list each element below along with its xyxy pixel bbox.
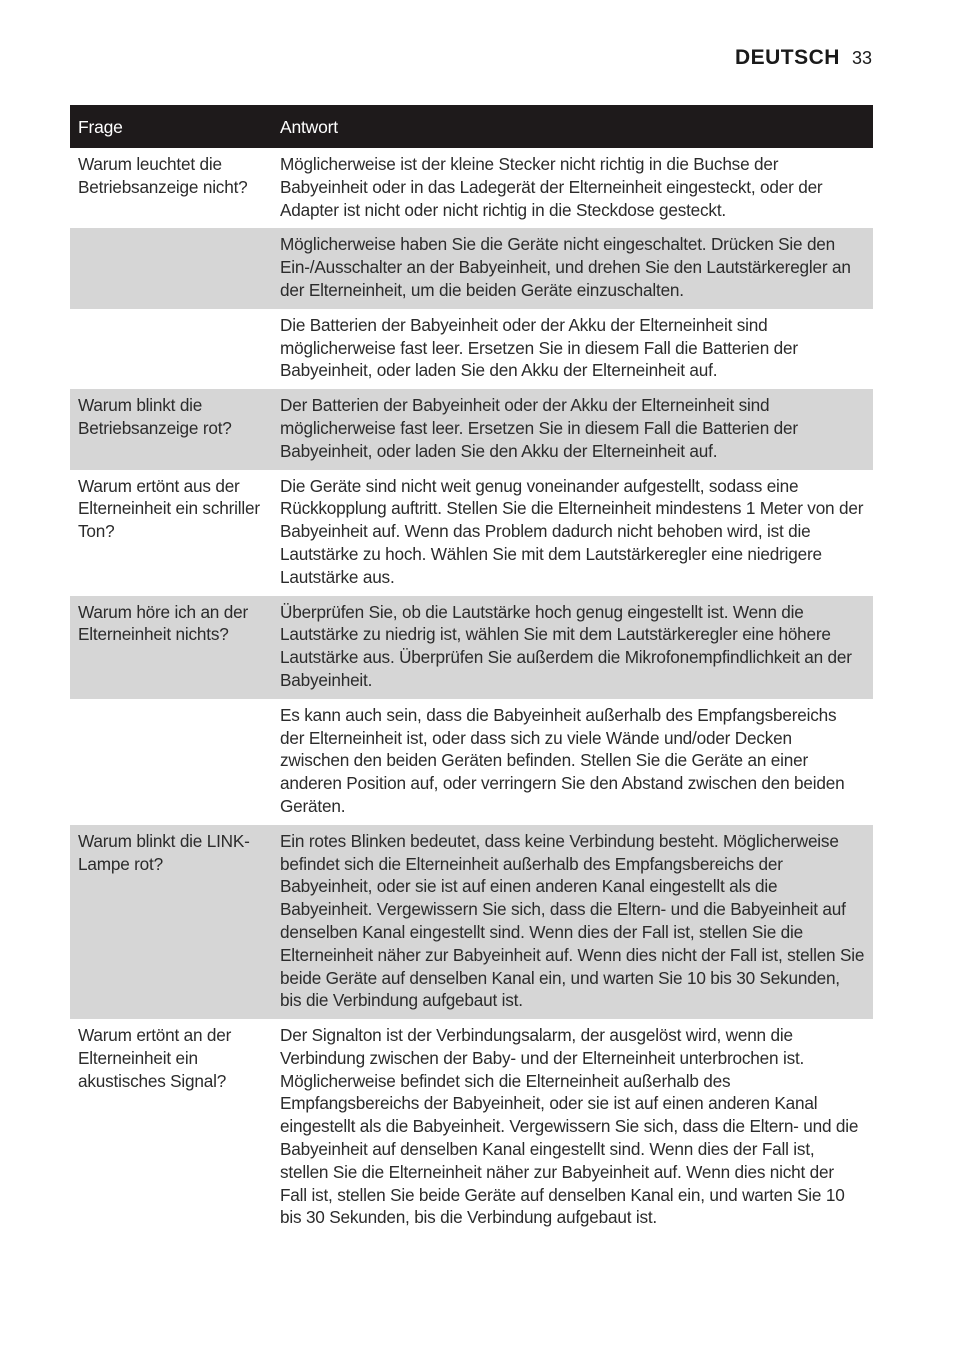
table-row — [70, 596, 873, 699]
language-label: DEUTSCH — [734, 46, 840, 69]
question-cell — [70, 699, 272, 825]
table-row — [70, 228, 873, 308]
table-row — [70, 825, 873, 1019]
answer-cell: Es kann auch sein, dass die Babyeinheit außerhalb des Empfangsbereichs der Elterneinheit ist, oder dass sich zu viele Wände und/oder Decken zwischen den beiden Geräten befinden. Stellen Sie die Geräte an einer anderen Position auf, oder verringern Sie den Abstand zwischen den beiden Geräten. — [272, 699, 873, 825]
column-header-answer: Antwort — [272, 105, 873, 148]
page-header — [735, 46, 872, 70]
answer-cell: Ein rotes Blinken bedeutet, dass keine Verbindung besteht. Möglicherweise befindet sich die Elterneinheit außerhalb des Empfangsbereichs der Babyeinheit, oder sie ist auf einen anderen Kanal eingestellt als die Babyeinheit. Vergewissern Sie sich, dass die Eltern- und die Babyeinheit auf denselben Kanal eingestellt sind. Wenn dies der Fall ist, stellen Sie die Elterneinheit näher zur Babyeinheit auf. Wenn dies nicht der Fall ist, stellen Sie beide Geräte auf denselben Kanal ein, und warten Sie 10 bis 30 Sekunden, bis die Verbindung aufgebaut ist. — [272, 825, 873, 1019]
question-cell — [70, 228, 272, 308]
troubleshooting-table — [70, 105, 873, 1236]
table-row — [70, 148, 873, 228]
question-cell: Warum leuchtet die Betriebsanzeige nicht? — [70, 148, 272, 228]
table-row — [70, 470, 873, 596]
answer-cell: Möglicherweise ist der kleine Stecker nicht richtig in die Buchse der Babyeinheit oder in das Ladegerät der Elterneinheit eingesteckt, oder der Adapter ist nicht oder nicht richtig in die Steckdose gesteckt. — [272, 148, 873, 228]
question-cell: Warum blinkt die LINK-Lampe rot? — [70, 825, 272, 1019]
answer-cell: Der Signalton ist der Verbindungsalarm, der ausgelöst wird, wenn die Verbindung zwischen der Baby- und der Elterneinheit unterbrochen ist. Möglicherweise befindet sich die Elterneinheit außerhalb des Empfangsbereichs der Babyeinheit, oder sie ist auf einen anderen Kanal eingestellt als die Babyeinheit. Vergewissern Sie sich, dass die Eltern- und die Babyeinheit auf denselben Kanal eingestellt sind. Wenn dies der Fall ist, stellen Sie die Elterneinheit näher zur Babyeinheit auf. Wenn dies nicht der Fall ist, stellen Sie beide Geräte auf denselben Kanal ein, und warten Sie 10 bis 30 Sekunden, bis die Verbindung aufgebaut ist. — [272, 1019, 873, 1236]
question-cell: Warum blinkt die Betriebsanzeige rot? — [70, 389, 272, 469]
answer-cell: Überprüfen Sie, ob die Lautstärke hoch genug eingestellt ist. Wenn die Lautstärke zu niedrig ist, wählen Sie mit dem Lautstärkeregler eine höhere Lautstärke aus. Überprüfen Sie außerdem die Mikrofonempfindlichkeit an der Babyeinheit. — [272, 596, 873, 699]
answer-cell: Möglicherweise haben Sie die Geräte nicht eingeschaltet. Drücken Sie den Ein-/Ausschalter an der Babyeinheit, und drehen Sie den Lautstärkeregler an der Elterneinheit, um die beiden Geräte einzuschalten. — [272, 228, 873, 308]
question-cell: Warum ertönt an der Elterneinheit ein akustisches Signal? — [70, 1019, 272, 1236]
table-row — [70, 699, 873, 825]
question-cell: Warum höre ich an der Elterneinheit nichts? — [70, 596, 272, 699]
table-header-row — [70, 105, 873, 148]
answer-cell: Die Geräte sind nicht weit genug voneinander aufgestellt, sodass eine Rückkopplung auftritt. Stellen Sie die Elterneinheit mindestens 1 Meter von der Babyeinheit auf. Wenn das Problem dadurch nicht behoben wird, ist die Lautstärke zu hoch. Wählen Sie mit dem Lautstärkeregler eine niedrigere Lautstärke aus. — [272, 470, 873, 596]
question-cell — [70, 309, 272, 389]
table-row — [70, 309, 873, 389]
table-row — [70, 389, 873, 469]
answer-cell: Die Batterien der Babyeinheit oder der Akku der Elterneinheit sind möglicherweise fast leer. Ersetzen Sie in diesem Fall die Batterien der Babyeinheit, oder laden Sie den Akku der Elterneinheit auf. — [272, 309, 873, 389]
column-header-question: Frage — [70, 105, 272, 148]
question-cell: Warum ertönt aus der Elterneinheit ein schriller Ton? — [70, 470, 272, 596]
answer-cell: Der Batterien der Babyeinheit oder der Akku der Elterneinheit sind möglicherweise fast leer. Ersetzen Sie in diesem Fall die Batterien der Babyeinheit, oder laden Sie den Akku der Elterneinheit auf. — [272, 389, 873, 469]
page-number: 33 — [851, 48, 872, 68]
table-row — [70, 1019, 873, 1236]
